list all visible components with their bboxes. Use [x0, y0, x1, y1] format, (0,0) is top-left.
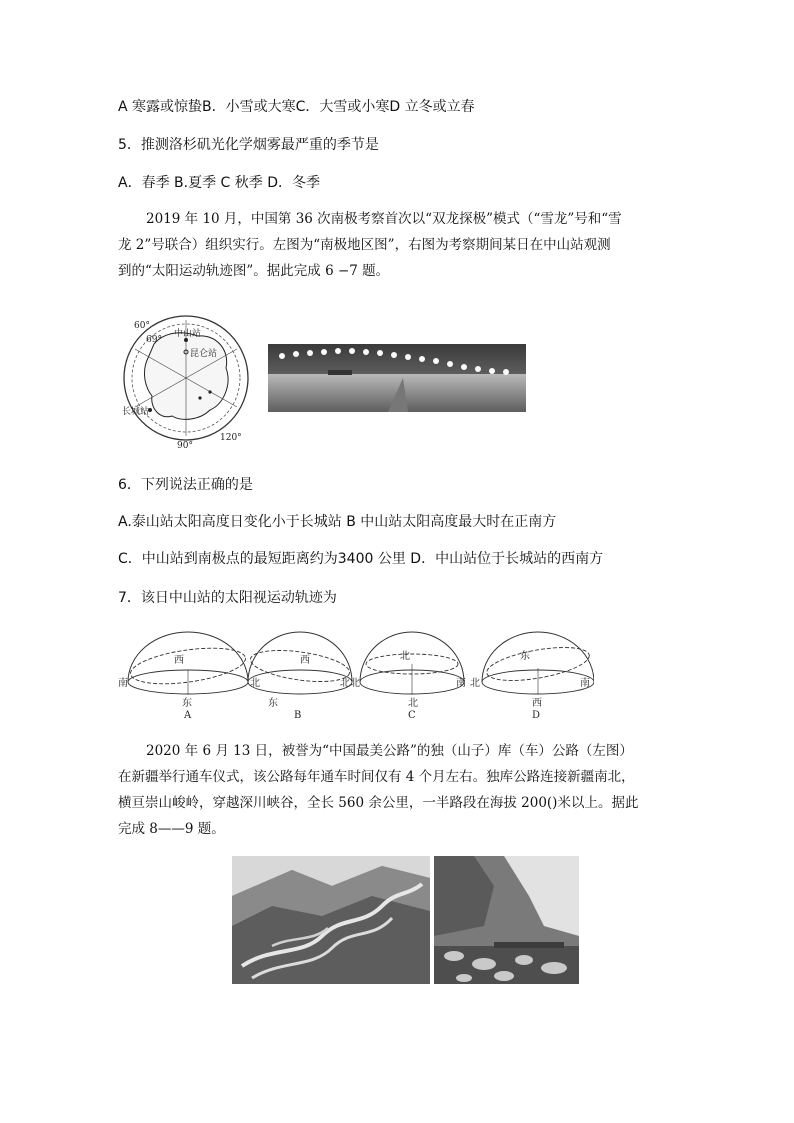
q6-options-ab: A.泰山站太阳高度日变化小于长城站 B 中山站太阳高度最大时在正南方 — [118, 514, 557, 530]
zhongshan-label: 中山站 — [174, 329, 202, 339]
lon120-label: 120° — [220, 433, 242, 443]
diagram-d-right: 南 — [580, 678, 590, 689]
passage-antarctic — [118, 206, 678, 284]
q7-question: 7．该日中山站的太阳视运动轨迹为 — [118, 590, 337, 606]
passage-line: 2019 年 10 月，中国第 36 次南极考察首次以“双龙探极”模式（“雪龙”号和“雪 — [146, 211, 622, 227]
diagram-b-right: 北 — [340, 678, 350, 689]
passage-line: 完成 8——9 题。 — [118, 821, 225, 837]
passage-line: 到的“太阳运动轨迹图”。据此完成 6 −7 题。 — [118, 263, 390, 279]
diagram-b-left: 东 — [268, 698, 278, 709]
diagram-a-right: 北 — [250, 678, 260, 689]
diagram-a-top: 西 — [174, 655, 184, 666]
diagram-a-bottom: 东 — [182, 698, 192, 709]
changcheng-label: 长城站 — [122, 407, 150, 417]
diagram-d-top: 东 — [520, 651, 530, 662]
passage-line: 横亘崇山峻岭，穿越深川峡谷，全长 560 余公里，一半路段在海拔 200()米以上。据此 — [118, 795, 639, 811]
q4-options: A 寒露或惊蛰B．小雪或大寒C．大雪或小寒D 立冬或立春 — [118, 99, 475, 115]
diagram-c-top: 北 — [400, 651, 410, 662]
q6-options-cd: C．中山站到南极点的最短距离约为3400 公里 D．中山站位于长城站的西南方 — [118, 551, 604, 567]
duku-road-photo-left — [232, 856, 430, 984]
diagram-c-left: 北 — [350, 678, 360, 689]
q6-question: 6．下列说法正确的是 — [118, 477, 253, 493]
diagram-a-left: 南 — [118, 678, 128, 689]
diagram-b-top: 西 — [300, 655, 310, 666]
antarctic-map — [120, 312, 255, 452]
diagram-c — [350, 632, 466, 720]
passage-duku-road — [118, 738, 678, 842]
kunlun-label: 昆仑站 — [190, 349, 218, 359]
diagram-d-bottom: 西 — [532, 698, 542, 709]
passage-line: 在新疆举行通车仪式，该公路每年通车时间仅有 4 个月左右。独库公路连接新疆南北， — [118, 769, 635, 785]
sun-trajectory-photo — [268, 344, 526, 412]
diagram-d — [470, 632, 594, 720]
q5-question: 5．推测洛杉矶光化学烟雾最严重的季节是 — [118, 137, 379, 153]
lon90-label: 90° — [177, 441, 193, 451]
passage-line: 龙 2”号联合）组织实行。左图为“南极地区图”，右图为考察期间某日在中山站观测 — [118, 237, 611, 253]
diagram-a — [118, 632, 260, 720]
diagram-a-letter: A — [184, 710, 192, 720]
diagram-b-letter: B — [294, 710, 302, 720]
sun-path-diagrams — [118, 626, 594, 720]
diagram-b — [248, 632, 352, 720]
diagram-c-letter: C — [408, 710, 416, 720]
diagram-d-left: 北 — [470, 678, 480, 689]
diagram-c-bottom: 北 — [408, 698, 418, 709]
duku-road-photo-right — [434, 856, 579, 984]
passage-line: 2020 年 6 月 13 日，被誉为“中国最美公路”的独（山子）库（车）公路（左图） — [146, 743, 633, 759]
q5-options: A．春季 B.夏季 C 秋季 D．冬季 — [118, 175, 320, 191]
diagram-d-letter: D — [532, 710, 541, 720]
diagram-c-right: 南 — [456, 678, 466, 689]
lat60-label: 60° — [134, 321, 150, 331]
lon69-label: 69° — [146, 335, 162, 345]
